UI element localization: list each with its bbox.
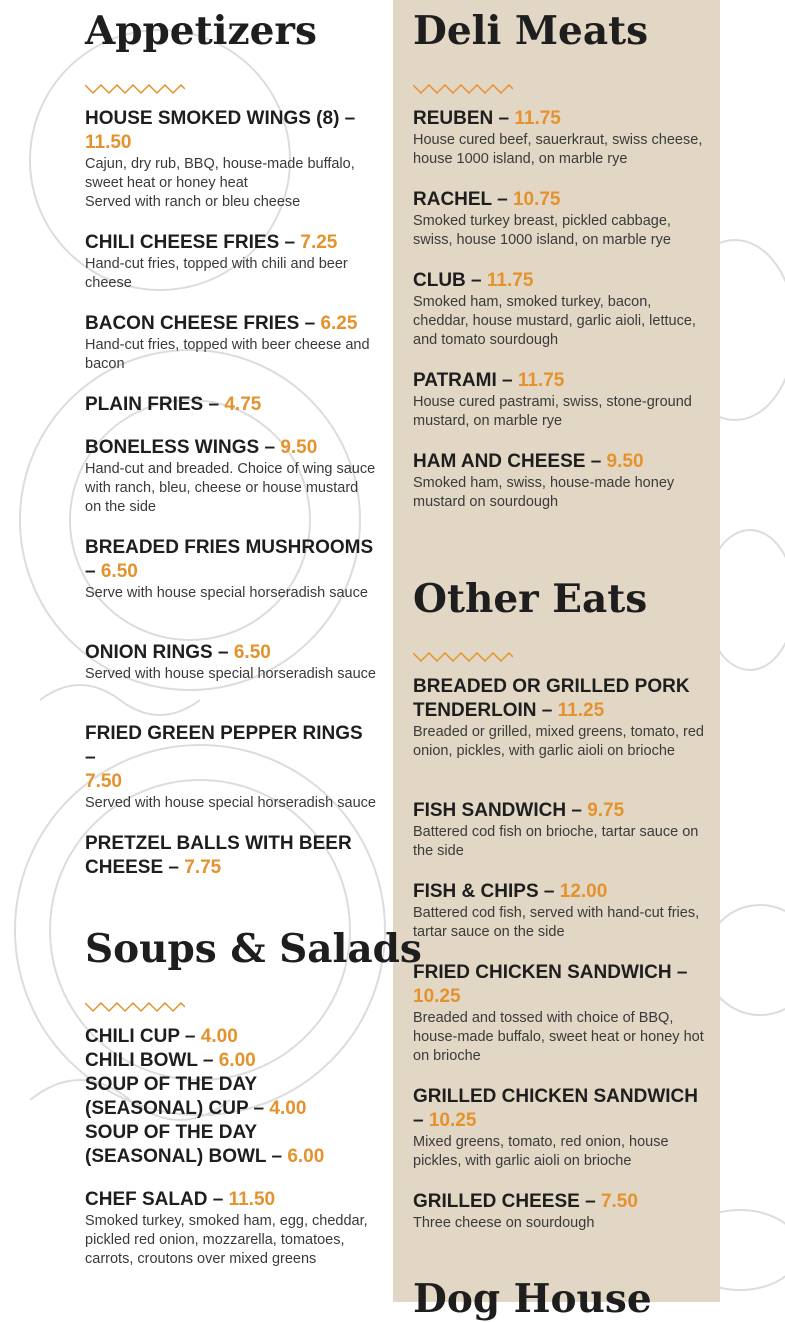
menu-item <box>413 188 705 250</box>
zigzag-divider-icon <box>85 1000 185 1014</box>
menu-item <box>413 269 705 350</box>
item-name: FRIED GREEN PEPPER RINGS – 7.50 <box>85 723 363 792</box>
menu-item <box>85 231 377 293</box>
item-price: 6.50 <box>100 561 138 582</box>
item-description: Hand-cut and breaded. Choice of wing sauce with ranch, bleu, cheese or house mustard on the side <box>85 461 376 515</box>
item-name: HAM AND CHEESE – 9.50 <box>413 451 644 472</box>
item-price: 7.75 <box>184 857 222 878</box>
item-price: 6.25 <box>320 313 358 334</box>
item-name: PATRAMI – 11.75 <box>413 370 565 391</box>
zigzag-divider-icon <box>85 82 185 96</box>
item-description: Breaded and tossed with choice of BBQ, house-made buffalo, sweet heat or honey hot on brioche <box>413 1010 704 1064</box>
item-description: Smoked ham, swiss, house-made honey mustard on sourdough <box>413 475 675 510</box>
item-name: ONION RINGS – 6.50 <box>85 642 271 663</box>
item-description: House cured beef, sauerkraut, swiss cheese, house 1000 island, on marble rye <box>413 132 703 167</box>
item-price: 7.50 <box>85 771 122 792</box>
item-price: 10.75 <box>512 189 561 210</box>
menu-item <box>413 450 705 512</box>
item-price: 4.75 <box>224 394 262 415</box>
menu-item <box>85 436 377 517</box>
appetizers-heading: Appetizers <box>85 8 317 54</box>
menu-item <box>413 369 705 431</box>
item-price: 7.25 <box>300 232 338 253</box>
dog-house-heading: Dog House <box>413 1276 652 1322</box>
item-description: Breaded or grilled, mixed greens, tomato, red onion, pickles, with garlic aioli on brioche <box>413 724 704 759</box>
item-price: 6.00 <box>218 1050 256 1071</box>
item-price: 11.75 <box>517 370 565 391</box>
item-description: Hand-cut fries, topped with chili and beer cheese <box>85 256 348 291</box>
item-description: Smoked turkey breast, pickled cabbage, swiss, house 1000 island, on marble rye <box>413 213 671 248</box>
item-name: CHILI CUP – 4.00 <box>85 1026 238 1047</box>
item-description: Battered cod fish, served with hand-cut fries, tartar sauce on the side <box>413 905 700 940</box>
menu-item <box>85 1188 377 1269</box>
other-eats-heading: Other Eats <box>413 576 648 622</box>
item-price: 11.75 <box>514 108 561 129</box>
item-description: Served with house special horseradish sauce <box>85 666 376 682</box>
item-price: 9.50 <box>606 451 644 472</box>
item-description: Smoked turkey, smoked ham, egg, cheddar, pickled red onion, mozzarella, tomatoes, carrots, croutons over mixed greens <box>85 1213 368 1267</box>
item-price: 9.75 <box>587 800 625 821</box>
item-price: 7.50 <box>600 1191 638 1212</box>
item-price: 11.25 <box>557 700 605 721</box>
item-price: 10.25 <box>428 1110 477 1131</box>
item-name: CHILI CHEESE FRIES – 7.25 <box>85 232 338 253</box>
item-name: FISH SANDWICH – 9.75 <box>413 800 625 821</box>
item-price: 10.25 <box>413 986 461 1007</box>
item-price: 4.00 <box>200 1026 238 1047</box>
item-price: 9.50 <box>280 437 318 458</box>
menu-item <box>413 961 705 1066</box>
item-price: 11.50 <box>228 1189 276 1210</box>
deli-meats-heading: Deli Meats <box>413 8 649 54</box>
item-name: BONELESS WINGS – 9.50 <box>85 437 318 458</box>
item-name: SOUP OF THE DAY (SEASONAL) CUP – 4.00 <box>85 1074 307 1119</box>
item-description: Hand-cut fries, topped with beer cheese and bacon <box>85 337 370 372</box>
item-description: House cured pastrami, swiss, stone-ground mustard, on marble rye <box>413 394 692 429</box>
item-description: Served with ranch or bleu cheese <box>85 194 301 210</box>
item-description: Three cheese on sourdough <box>413 1215 595 1231</box>
item-name: SOUP OF THE DAY (SEASONAL) BOWL – 6.00 <box>85 1122 325 1167</box>
item-name: PRETZEL BALLS WITH BEER CHEESE – 7.75 <box>85 833 352 878</box>
item-name: BREADED FRIES MUSHROOMS – 6.50 <box>85 537 374 582</box>
menu-item <box>85 393 377 417</box>
item-name: RACHEL – 10.75 <box>413 189 561 210</box>
item-name: BACON CHEESE FRIES – 6.25 <box>85 313 358 334</box>
item-price: 12.00 <box>559 881 608 902</box>
item-name: FRIED CHICKEN SANDWICH – 10.25 <box>413 962 688 1007</box>
item-name: CHEF SALAD – 11.50 <box>85 1189 276 1210</box>
menu-item-group <box>85 1025 377 1169</box>
menu-item <box>85 722 377 813</box>
item-price: 6.00 <box>287 1146 325 1167</box>
item-name: REUBEN – 11.75 <box>413 108 561 129</box>
menu-item <box>85 641 377 684</box>
item-name: CHILI BOWL – 6.00 <box>85 1050 256 1071</box>
zigzag-divider-icon <box>413 650 513 664</box>
item-name: HOUSE SMOKED WINGS (8) – 11.50 <box>85 108 356 153</box>
item-description: Smoked ham, smoked turkey, bacon, cheddar, house mustard, garlic aioli, lettuce, and tomato sourdough <box>413 294 696 348</box>
item-description: Served with house special horseradish sauce <box>85 795 376 811</box>
menu-item <box>413 675 705 761</box>
item-description: Battered cod fish on brioche, tartar sauce on the side <box>413 824 699 859</box>
menu-item <box>85 107 377 212</box>
item-price: 11.50 <box>85 132 132 153</box>
item-name: GRILLED CHICKEN SANDWICH – 10.25 <box>413 1086 698 1131</box>
item-price: 6.50 <box>233 642 271 663</box>
soups-salads-heading: Soups & Salads <box>85 926 422 972</box>
menu-item <box>413 1190 705 1233</box>
item-name: BREADED OR GRILLED PORK TENDERLOIN – 11.25 <box>413 676 690 721</box>
item-description: Mixed greens, tomato, red onion, house pickles, with garlic aioli on brioche <box>413 1134 669 1169</box>
zigzag-divider-icon <box>413 82 513 96</box>
menu-item <box>413 1085 705 1171</box>
menu-item <box>85 536 377 603</box>
item-name: PLAIN FRIES – 4.75 <box>85 394 262 415</box>
item-name: FISH & CHIPS – 12.00 <box>413 881 608 902</box>
menu-item <box>85 832 377 880</box>
menu-item <box>413 880 705 942</box>
item-price: 4.00 <box>269 1098 307 1119</box>
item-description: Cajun, dry rub, BBQ, house-made buffalo, sweet heat or honey heat <box>85 156 355 191</box>
menu-item <box>413 799 705 861</box>
item-name: CLUB – 11.75 <box>413 270 534 291</box>
item-name: GRILLED CHEESE – 7.50 <box>413 1191 638 1212</box>
item-description: Serve with house special horseradish sauce <box>85 585 368 601</box>
menu-item <box>85 312 377 374</box>
menu-item <box>413 107 705 169</box>
item-price: 11.75 <box>486 270 534 291</box>
